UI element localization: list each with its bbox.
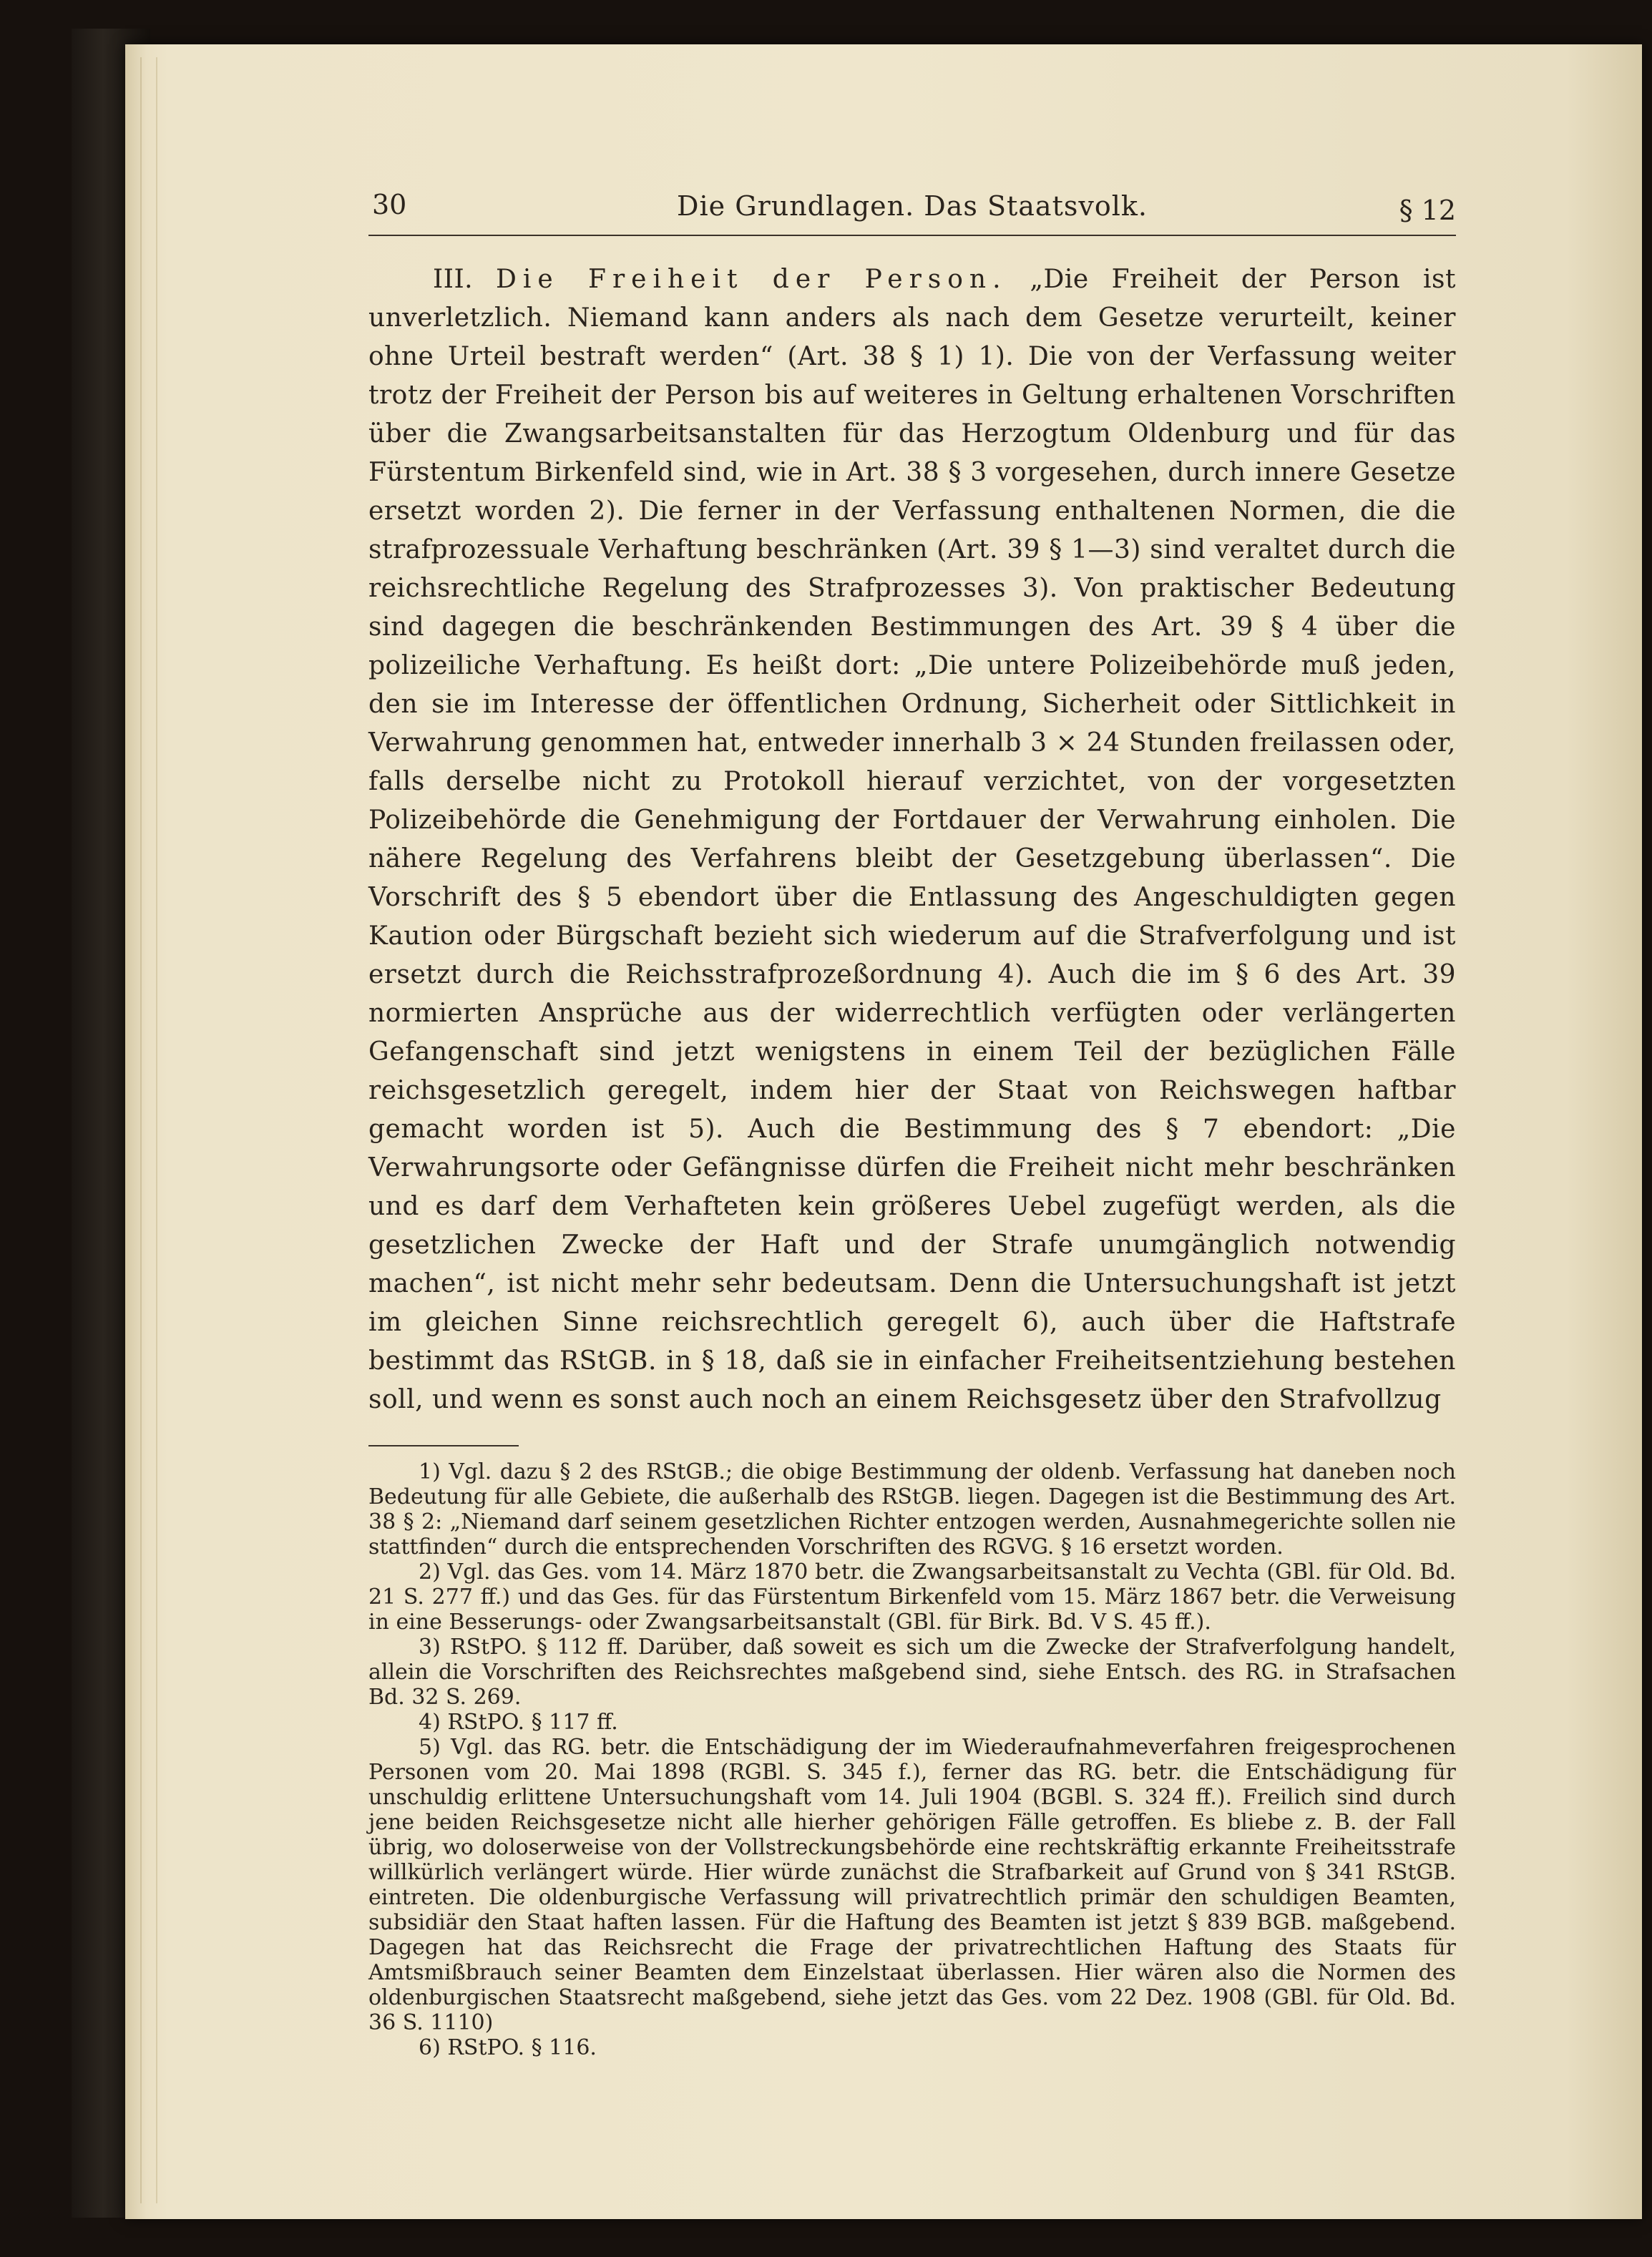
body-paragraph [368, 260, 1456, 1419]
body-text: „Die Freiheit der Person ist unverletzlich. Niemand kann anders als nach dem Gesetze verurteilt, keiner ohne Urteil bestraft werden“ (Art. 38 § 1) 1). Die von der Verfassung weiter trotz der Freiheit der Person bis auf weiteres in Geltung erhaltenen Vorschriften über die Zwangsarbeitsanstalten für das Herzogtum Oldenburg und für das Fürstentum Birkenfeld sind, wie in Art. 38 § 3 vorgesehen, durch innere Gesetze ersetzt worden 2). Die ferner in der Verfassung enthaltenen Normen, die die strafprozessuale Verhaftung beschränken (Art. 39 § 1—3) sind veraltet durch die reichsrechtliche Regelung des Strafprozesses 3). Von praktischer Bedeutung sind dagegen die beschränkenden Bestimmungen des Art. 39 § 4 über die polizeiliche Verhaftung. Es heißt dort: „Die untere Polizeibehörde muß jeden, den sie im Interesse der öffentlichen Ordnung, Sicherheit oder Sittlichkeit in Verwahrung genommen hat, entweder innerhalb 3 × 24 Stunden freilassen oder, falls derselbe nicht zu Protokoll hierauf verzichtet, von der vorgesetzten Polizeibehörde die Genehmigung der Fortdauer der Verwahrung einholen. Die nähere Regelung des Verfahrens bleibt der Gesetzgebung überlassen“. Die Vorschrift des § 5 ebendort über die Entlassung des Angeschuldigten gegen Kaution oder Bürgschaft bezieht sich wiederum auf die Strafverfolgung und ist ersetzt durch die Reichsstrafprozeßordnung 4). Auch die im § 6 des Art. 39 normierten Ansprüche aus der widerrechtlich verfügten oder verlängerten Gefangenschaft sind jetzt wenigstens in einem Teil der bezüglichen Fälle reichsgesetzlich geregelt, indem hier der Staat von Reichswegen haftbar gemacht worden ist 5). Auch die Bestimmung des § 7 ebendort: „Die Verwahrungsorte oder Gefängnisse dürfen die Freiheit nicht mehr beschränken und es darf dem Verhafteten kein größeres Uebel zugefügt werden, als die gesetzlichen Zwecke der Haft und der Strafe unumgänglich notwendig machen“, ist nicht mehr sehr bedeutsam. Denn die Untersuchungshaft ist jetzt im gleichen Sinne reichsrechtlich geregelt 6), auch über die Haftstrafe bestimmt das RStGB. in § 18, daß sie in einfacher Freiheitsentziehung bestehen soll, und wenn es sonst auch noch an einem Reichsgesetz über den Strafvollzug [368, 265, 1456, 1414]
running-title: Die Grundlagen. Das Staatsvolk. [677, 190, 1148, 222]
footnote-3: 3) RStPO. § 112 ff. Darüber, daß soweit es sich um die Zwecke der Strafverfolgung handelt, allein die Vorschriften des Reichsrechtes maßgebend sind, siehe Entsch. des RG. in Strafsachen Bd. 32 S. 269. [368, 1635, 1456, 1710]
page-edge [140, 57, 157, 2203]
running-header [368, 185, 1456, 236]
footnote-4: 4) RStPO. § 117 ff. [419, 1710, 618, 1735]
footnote-2: 2) Vgl. das Ges. vom 14. März 1870 betr. die Zwangsarbeitsanstalt zu Vechta (GBl. für Old. Bd. 21 S. 277 ff.) und das Ges. für das Fürstentum Birkenfeld vom 15. März 1867 betr. die Verweisung in eine Besserungs- oder Zwangsarbeitsanstalt (GBl. für Birk. Bd. V S. 45 ff.). [368, 1560, 1456, 1635]
section-number: § 12 [1399, 195, 1456, 226]
page-content [368, 185, 1456, 2060]
heading-numeral: III. [433, 265, 474, 294]
footnote-5: 5) Vgl. das RG. betr. die Entschädigung der im Wiederaufnahmeverfahren freigesprochenen Personen vom 20. Mai 1898 (RGBl. S. 345 f.), ferner das RG. betr. die Entschädigung für unschuldig erlittene Untersuchungshaft vom 14. Juli 1904 (BGBl. S. 324 ff.). Freilich sind durch jene beiden Reichsgesetze nicht alle hierher gehörigen Fälle getroffen. Es bliebe z. B. der Fall übrig, wo doloserweise von der Vollstreckungsbehörde eine rechtskräftig erkannte Freiheitsstrafe willkürlich verlängert würde. Hier würde zunächst die Strafbarkeit auf Grund von § 341 RStGB. eintreten. Die oldenburgische Verfassung will privatrechtlich primär den schuldigen Beamten, subsidiär den Staat haften lassen. Für die Haftung des Beamten ist jetzt § 839 BGB. maßgebend. Dagegen hat das Reichsrecht die Frage der privatrechtlichen Haftung des Staats für Amtsmißbrauch seiner Beamten dem Einzelstaat überlassen. Hier wären also die Normen des oldenburgischen Staatsrecht maßgebend, siehe jetzt das Ges. vom 22 Dez. 1908 (GBl. für Old. Bd. 36 S. 1110) [368, 1735, 1456, 2035]
footnote-1: 1) Vgl. dazu § 2 des RStGB.; die obige Bestimmung der oldenb. Verfassung hat daneben noch Bedeutung für alle Gebiete, die außerhalb des RStGB. liegen. Dagegen ist die Bestimmung des Art. 38 § 2: „Niemand darf seinem gesetzlichen Richter entzogen werden, Ausnahmegerichte sollen nie stattfinden“ durch die entsprechenden Vorschriften des RGVG. § 16 ersetzt worden. [368, 1459, 1456, 1560]
footnotes [368, 1459, 1456, 2060]
page-number: 30 [372, 189, 407, 220]
footnote-rule [368, 1445, 519, 1446]
section-heading: Die Freiheit der Person. [495, 265, 1007, 294]
footnote-6: 6) RStPO. § 116. [419, 2035, 597, 2060]
